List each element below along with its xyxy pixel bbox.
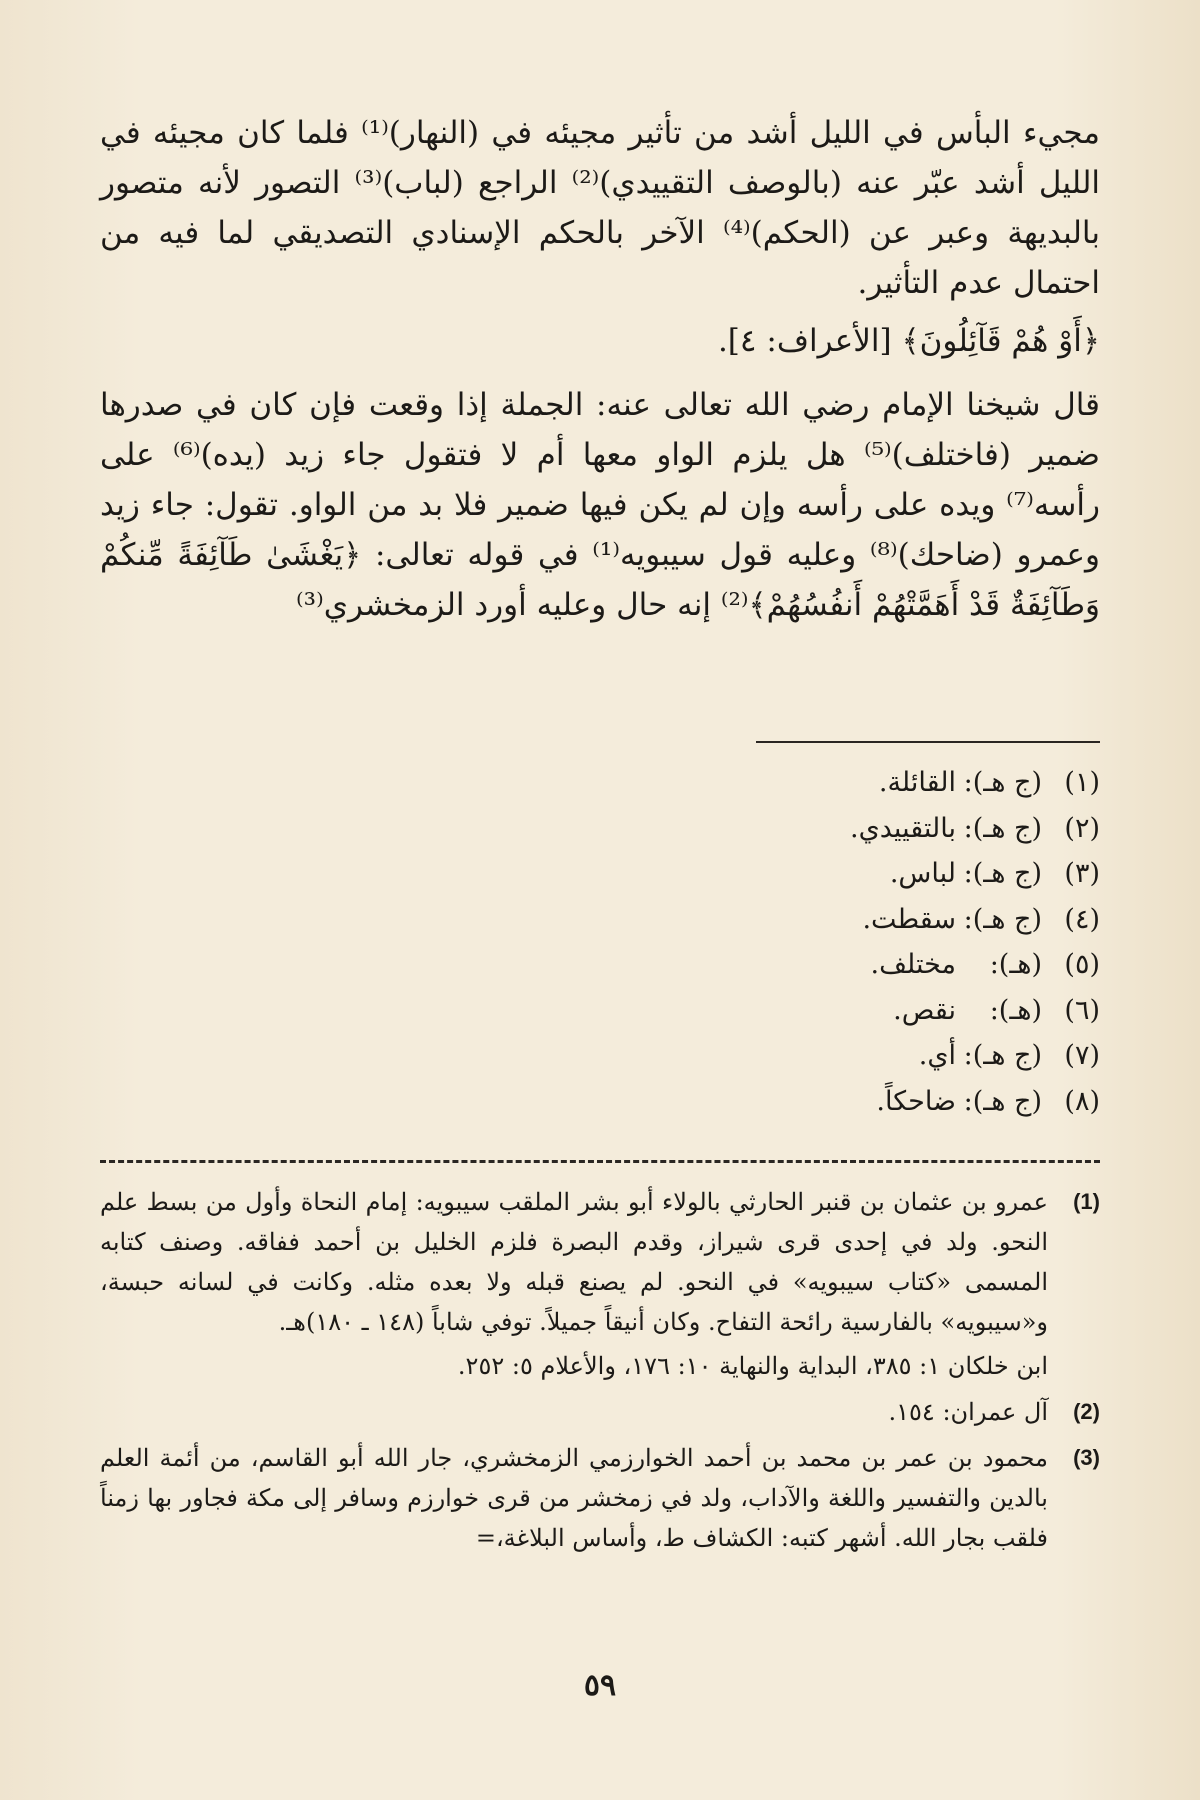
note-number: (٥) [1064, 949, 1100, 980]
note-source: (ج هـ): [963, 767, 1042, 798]
biography-notes-list [100, 1182, 1100, 1564]
note-source: (ج هـ): [963, 858, 1042, 889]
editor-note [400, 1079, 1100, 1125]
biography-note-sources: ابن خلكان ١: ٣٨٥، البداية والنهاية ١٠: ١٧٦، والأعلام ٥: ٢٥٢. [457, 1352, 1048, 1380]
editor-note [400, 760, 1100, 806]
note-source: (ج هـ): [963, 812, 1042, 844]
note-text: سقطت. [862, 903, 956, 935]
note-number: (٨) [1064, 1085, 1100, 1117]
quran-verse: ﴿أَوْ هُمْ قَآئِلُونَ﴾ [901, 323, 1100, 359]
note-number: (١) [1064, 767, 1100, 798]
paragraph-2: قال شيخنا الإمام رضي الله تعالى عنه: الجملة إذا وقعت فإن كان في صدرها ضمير (فاختلف)⁽⁵⁾ هل يلزم الواو معها أم لا فتقول جاء زيد (يده)⁽⁶⁾ على رأسه⁽⁷⁾ ويده على رأسه وإن لم يكن فيها ضمير فلا بد من الواو. تقول: جاء زيد وعمرو (ضاحك)⁽⁸⁾ وعليه قول سيبويه⁽¹⁾ في قوله تعالى: ﴿يَغْشَىٰ طَآئِفَةً مِّنكُمْ وَطَآئِفَةٌ قَدْ أَهَمَّتْهُمْ أَنفُسُهُمْ﴾⁽²⁾ إنه حال وعليه أورد الزمخشري⁽³⁾ [100, 387, 1100, 623]
editor-notes-list [400, 760, 1100, 1124]
editor-note [400, 988, 1100, 1034]
note-number: (٦) [1064, 994, 1100, 1026]
note-number: (٣) [1064, 858, 1100, 889]
note-text: ضاحكاً. [876, 1085, 956, 1117]
editor-note [400, 942, 1100, 988]
quran-verse-line [100, 316, 1100, 366]
main-text [100, 108, 1100, 630]
biography-note-text: آل عمران: ١٥٤. [888, 1398, 1048, 1426]
footnote-separator [756, 741, 1100, 743]
note-text: مختلف. [870, 949, 956, 980]
biography-note-number: (2) [1073, 1399, 1100, 1424]
biography-note [100, 1438, 1100, 1558]
note-text: بالتقييدي. [850, 812, 956, 844]
note-text: القائلة. [878, 767, 956, 798]
biography-separator [100, 1160, 1100, 1163]
note-text: لباس. [889, 858, 956, 889]
biography-note-text: محمود بن عمر بن محمد بن أحمد الخوارزمي الزمخشري، جار الله أبو القاسم، من أئمة العلم بالدين والتفسير واللغة والآداب، ولد في زمخشر من قرى خوارزم وسافر إلى مكة فجاور بها زمناً فلقب بجار الله. أشهر كتبه: الكشاف ط، وأساس البلاغة،= [100, 1444, 1048, 1552]
note-number: (٧) [1064, 1040, 1100, 1071]
biography-note-number: (1) [1073, 1189, 1100, 1214]
note-number: (٢) [1064, 812, 1100, 844]
paragraph-1: مجيء البأس في الليل أشد من تأثير مجيئه في (النهار)⁽¹⁾ فلما كان مجيئه في الليل أشد عبّر عنه (بالوصف التقييدي)⁽²⁾ الراجع (لباب)⁽³⁾ التصور لأنه متصور بالبديهة وعبر عن (الحكم)⁽⁴⁾ الآخر بالحكم الإسنادي التصديقي لما فيه من احتمال عدم التأثير. [100, 115, 1101, 301]
note-text: نقص. [893, 994, 956, 1026]
editor-note [400, 897, 1100, 943]
editor-note [400, 851, 1100, 897]
note-source: (ج هـ): [963, 1085, 1042, 1117]
biography-note-text: عمرو بن عثمان بن قنبر الحارثي بالولاء أبو بشر الملقب سيبويه: إمام النحاة وأول من بسط علم النحو. ولد في إحدى قرى شيراز، وقدم البصرة فلزم الخليل بن أحمد ففاقه. وصنف كتابه المسمى «كتاب سيبويه» في النحو. لم يصنع قبله ولا بعده مثله. وكانت في لسانه حبسة، و«سيبويه» بالفارسية رائحة التفاح. وكان أنيقاً جميلاً. توفي شاباً (١٤٨ ـ ١٨٠)هـ. [100, 1188, 1048, 1336]
note-number: (٤) [1064, 903, 1100, 935]
note-text: أي. [918, 1040, 956, 1071]
editor-note [400, 1033, 1100, 1079]
page-number: ٥٩ [583, 1668, 617, 1703]
biography-note [100, 1392, 1100, 1432]
editor-note [400, 806, 1100, 852]
note-source: (ج هـ): [963, 903, 1042, 935]
note-source: (ج هـ): [963, 1040, 1042, 1071]
note-source: (هـ): [989, 949, 1042, 980]
verse-reference: [الأعراف: ٤]. [717, 323, 892, 359]
biography-note [100, 1182, 1100, 1386]
note-source: (هـ): [989, 994, 1042, 1026]
biography-note-number: (3) [1073, 1445, 1100, 1470]
